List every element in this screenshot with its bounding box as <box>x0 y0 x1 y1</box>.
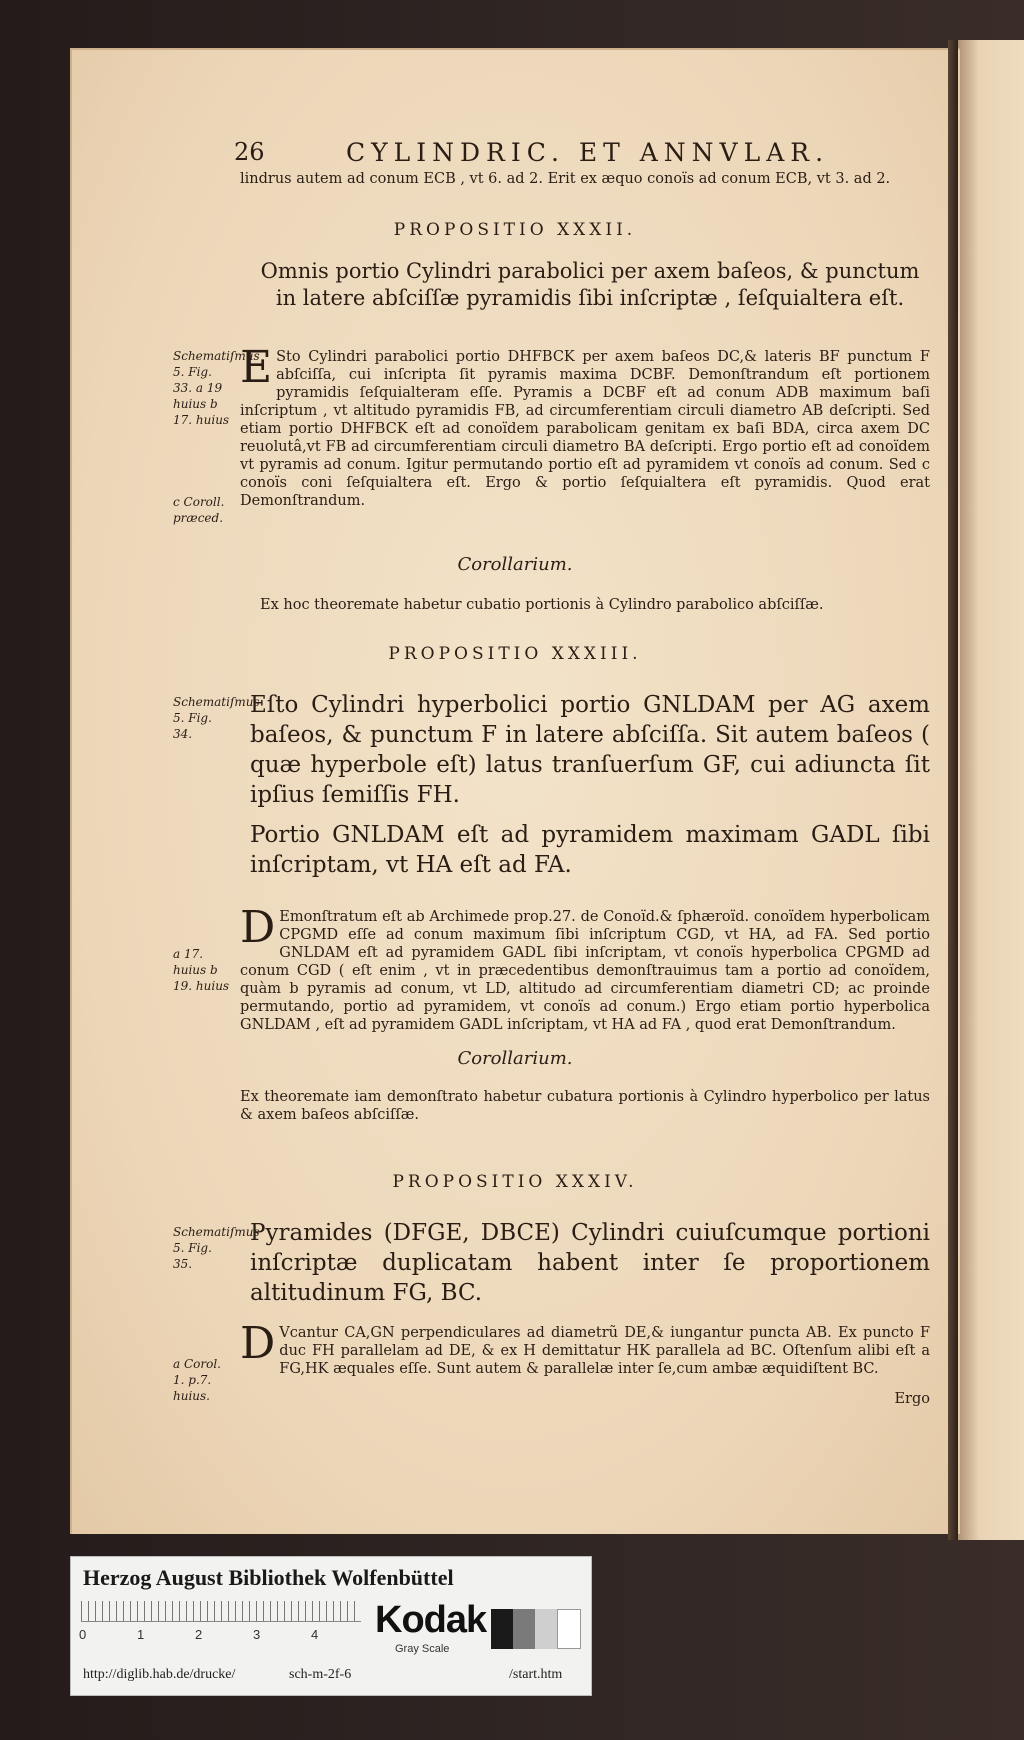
url-base: http://diglib.hab.de/drucke/ <box>83 1667 236 1682</box>
ruler-label: 4 <box>311 1627 319 1642</box>
running-header <box>70 132 960 172</box>
prop32-demonstration <box>240 342 930 510</box>
prop32-margin-note-2: c Coroll. præced. <box>173 495 225 525</box>
gray-scale-label: Gray Scale <box>395 1643 450 1655</box>
page-content <box>70 48 960 1534</box>
running-title: CYLINDRIC. ET ANNVLAR. <box>346 138 830 167</box>
prop33-title: PROPOSITIO XXXIII. <box>388 644 642 664</box>
swatch-black <box>491 1609 513 1649</box>
swatch-darkgray <box>513 1609 535 1649</box>
page-number: 26 <box>234 138 265 166</box>
prop32-title: PROPOSITIO XXXII. <box>393 220 637 240</box>
prop34-demo-text: Vcantur CA,GN perpendiculares ad diametrũ DE,& iungantur puncta AB. Ex puncto F duc FH parallelam ad DE, & ex H demittatur HK parallela ad BC. Oſtenſum alibi eſt a FG,HK æquales eſſe. Sunt autem & parallelæ inter ſe,cum ambæ æquidiſtent BC. <box>279 1325 930 1377</box>
drop-cap: E <box>240 342 273 393</box>
ruler-label: 3 <box>253 1627 261 1642</box>
book-page <box>70 48 960 1534</box>
prop34-statement: Pyramides (DFGE, DBCE) Cylindri cuiuſcumque portioni inſcriptæ duplicatam habent inter ſe proportionem altitudinum FG, BC. <box>250 1220 930 1306</box>
prop34-demonstration <box>240 1318 930 1378</box>
drop-cap: D <box>240 1318 276 1369</box>
url-start: /start.htm <box>509 1667 563 1682</box>
ruler-label: 2 <box>195 1627 203 1642</box>
catchword: Ergo <box>894 1391 930 1407</box>
color-target-card <box>70 1556 592 1696</box>
prop33-margin-note-2: a 17. huius b 19. huius <box>173 947 230 993</box>
prop32-margin-note: Schematiſmus 5. Fig. 33. a 19 huius b 17. huius <box>173 349 260 427</box>
url-signature: sch-m-2f-6 <box>289 1667 352 1682</box>
prop33-margin-note: Schematiſmus 5. Fig. 34. <box>173 695 260 741</box>
corollary-1-title: Corollarium. <box>457 554 573 575</box>
prop32-demo-text: Sto Cylindri parabolici portio DHFBCK per axem baſeos DC,& lateris BF punctum F abſciſſa, cui inſcripta ſit pyramis maxima DCBF. Demonſtrandum eſt portionem pyramidis ſeſquialteram eſſe. Pyramis a DCBF eſt ad conum ADB maximum baſi inſcriptum , vt altitudo pyramidis FB, ad circumferentiam circuli diametro AB deſcripti. Sed etiam portio DHFBCK eſt ad conoïdem parabolicam genitam ex baſi BDA, circa axem DC reuolutâ,vt FB ad circumferentiam circuli diametro BA deſcripti. Ergo portio eſt ad conoïdem vt pyramis ad conum. Igitur permutando portio eſt ad pyramidem vt conoïs ad conum. Sed c conoïs coni ſeſquialtera eſt. Ergo & portio ſeſquialtera eſt pyramidis. Quod erat Demonſtrandum. <box>240 349 930 509</box>
prop33-statement-2: Portio GNLDAM eſt ad pyramidem maximam GADL ſibi inſcriptam, vt HA eſt ad FA. <box>250 822 930 878</box>
drop-cap: D <box>240 902 276 953</box>
prop33-demonstration <box>240 902 930 1034</box>
prop34-title: PROPOSITIO XXXIV. <box>392 1172 638 1192</box>
swatch-lightgray <box>535 1609 557 1649</box>
kodak-logo: Kodak <box>375 1599 487 1641</box>
corollary-2-title: Corollarium. <box>457 1048 573 1069</box>
book-gutter <box>948 40 958 1540</box>
ruler-label: 1 <box>137 1627 145 1642</box>
swatch-white <box>557 1609 581 1649</box>
corollary-1-text: Ex hoc theoremate habetur cubatio portionis à Cylindro parabolico abſciſſæ. <box>260 597 824 613</box>
intro-text: lindrus autem ad conum ECB , vt 6. ad 2. Erit ex æquo conoïs ad conum ECB, vt 3. ad 2. <box>240 171 891 187</box>
prop34-margin-note: Schematiſmus 5. Fig. 35. <box>173 1225 260 1271</box>
ruler-labels <box>79 1627 379 1647</box>
prop33-statement: Eſto Cylindri hyperbolici portio GNLDAM per AG axem baſeos, & punctum F in latere abſciſſa. Sit autem baſeos ( quæ hyperbole eſt) latus tranſuerſum GF, cui adiuncta ſit ipſius ſemiſſis FH. <box>250 692 930 808</box>
corollary-2-text: Ex theoremate iam demonſtrato habetur cubatura portionis à Cylindro hyperbolico per latus & axem baſeos abſciſſæ. <box>240 1089 930 1123</box>
library-name: Herzog August Bibliothek Wolfenbüttel <box>83 1565 454 1590</box>
prop32-statement: Omnis portio Cylindri parabolici per axem baſeos, & punctum in latere abſciſſæ pyramidis ſibi inſcriptæ , ſeſquialtera eſt. <box>260 259 920 310</box>
facing-page-edge <box>955 40 1024 1540</box>
prop33-demo-text: Emonſtratum eſt ab Archimede prop.27. de Conoïd.& ſphæroïd. conoïdem hyperbolicam CPGMD eſſe ad conum maximum ſibi inſcriptum CGD, vt HA, ad FA. Sed portio GNLDAM eſt ad pyramidem GADL ſibi inſcriptam, vt conoïs hyperbolica CPGMD ad conum CGD ( eſt enim , vt in præcedentibus demonſtrauimus tam a portio ad conoïdem, quàm b pyramis ad conum, vt LD, altitudo ad circumferentiam diametri CD; ac proinde permutando, portio ad pyramidem, vt conoïs ad conum.) Ergo etiam portio hyperbolica GNLDAM , eſt ad pyramidem GADL inſcriptam, vt HA ad FA , quod erat Demonſtrandum. <box>240 909 930 1033</box>
ruler-label: 0 <box>79 1627 87 1642</box>
prop34-margin-note-2: a Corol. 1. p.7. huius. <box>173 1357 221 1403</box>
ruler-scale <box>81 1601 361 1622</box>
